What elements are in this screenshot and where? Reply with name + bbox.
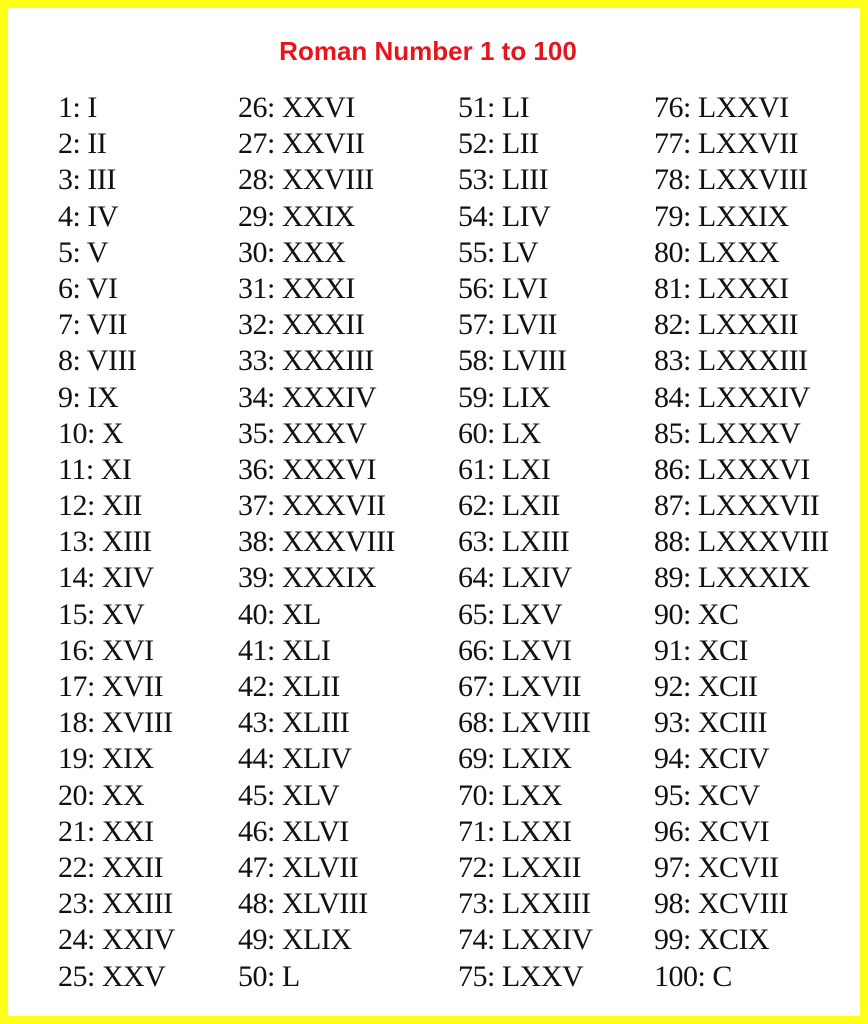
numeral-entry: 56: LVI bbox=[458, 271, 548, 305]
numeral-entry: 54: LIV bbox=[458, 199, 551, 233]
numeral-entry: 3: III bbox=[58, 163, 116, 197]
numeral-entry: 61: LXI bbox=[458, 452, 551, 486]
numeral-entry: 51: LI bbox=[458, 91, 530, 124]
numeral-entry: 10: X bbox=[58, 416, 123, 450]
numeral-entry: 48: XLVIII bbox=[238, 887, 368, 921]
numeral-entry: 91: XCI bbox=[654, 633, 748, 667]
numeral-entry: 67: LXVII bbox=[458, 670, 581, 703]
numeral-entry: 11: XI bbox=[58, 452, 132, 486]
numeral-entry: 73: LXXIII bbox=[458, 887, 591, 921]
numeral-entry: 52: LII bbox=[458, 127, 539, 161]
numeral-entry: 49: XLIX bbox=[238, 923, 352, 957]
numeral-entry: 4: IV bbox=[58, 199, 118, 233]
numeral-entry: 42: XLII bbox=[238, 670, 340, 703]
numeral-entry: 27: XXVII bbox=[238, 127, 365, 161]
numeral-entry: 78: LXXVIII bbox=[654, 163, 808, 197]
numeral-entry: 75: LXXV bbox=[458, 959, 584, 993]
numeral-column-51-75 bbox=[458, 90, 593, 995]
numeral-entry: 68: LXVIII bbox=[458, 706, 591, 740]
numeral-entry: 20: XX bbox=[58, 778, 145, 812]
numeral-entry: 96: XCVI bbox=[654, 814, 770, 848]
numeral-entry: 82: LXXXII bbox=[654, 308, 799, 342]
numeral-entry: 31: XXXI bbox=[238, 271, 355, 305]
page-title: Roman Number 1 to 100 bbox=[279, 36, 577, 66]
numeral-entry: 95: XCV bbox=[654, 778, 760, 812]
numeral-entry: 38: XXXVIII bbox=[238, 525, 395, 559]
numeral-entry: 80: LXXX bbox=[654, 235, 780, 269]
numeral-entry: 17: XVII bbox=[58, 670, 164, 703]
numeral-entry: 99: XCIX bbox=[654, 923, 770, 957]
numeral-entry: 59: LIX bbox=[458, 380, 551, 414]
numeral-entry: 70: LXX bbox=[458, 778, 562, 812]
numeral-entry: 16: XVI bbox=[58, 633, 154, 667]
numeral-entry: 15: XV bbox=[58, 597, 145, 631]
numeral-entry: 45: XLV bbox=[238, 778, 340, 812]
numeral-entry: 77: LXXVII bbox=[654, 127, 799, 161]
numeral-entry: 12: XII bbox=[58, 489, 142, 523]
numeral-entry: 89: LXXXIX bbox=[654, 561, 810, 595]
numeral-entry: 74: LXXIV bbox=[458, 923, 593, 957]
numeral-entry: 90: XC bbox=[654, 597, 739, 631]
numeral-entry: 43: XLIII bbox=[238, 706, 350, 740]
numeral-entry: 79: LXXIX bbox=[654, 199, 789, 233]
numeral-entry: 22: XXII bbox=[58, 850, 164, 884]
numeral-column-1-25 bbox=[58, 90, 175, 995]
numeral-entry: 76: LXXVI bbox=[654, 91, 789, 124]
numeral-entry: 19: XIX bbox=[58, 742, 154, 776]
numeral-entry: 18: XVIII bbox=[58, 706, 173, 740]
numeral-entry: 64: LXIV bbox=[458, 561, 572, 595]
numeral-entry: 32: XXXII bbox=[238, 308, 365, 342]
numeral-entry: 26: XXVI bbox=[238, 91, 355, 124]
numeral-entry: 53: LIII bbox=[458, 163, 549, 197]
numeral-entry: 35: XXXV bbox=[238, 416, 367, 450]
numeral-entry: 92: XCII bbox=[654, 670, 758, 703]
numeral-entry: 36: XXXVI bbox=[238, 452, 376, 486]
numeral-entry: 21: XXI bbox=[58, 814, 154, 848]
numeral-entry: 69: LXIX bbox=[458, 742, 572, 776]
numeral-column-26-50 bbox=[238, 90, 395, 995]
numeral-entry: 65: LXV bbox=[458, 597, 562, 631]
numeral-entry: 85: LXXXV bbox=[654, 416, 801, 450]
numeral-entry: 23: XXIII bbox=[58, 887, 173, 921]
numeral-entry: 41: XLI bbox=[238, 633, 331, 667]
numeral-entry: 46: XLVI bbox=[238, 814, 349, 848]
numeral-entry: 57: LVII bbox=[458, 308, 558, 342]
numeral-entry: 30: XXX bbox=[238, 235, 346, 269]
numeral-entry: 100: C bbox=[654, 959, 732, 993]
numeral-entry: 94: XCIV bbox=[654, 742, 770, 776]
numeral-entry: 13: XIII bbox=[58, 525, 152, 559]
numeral-entry: 84: LXXXIV bbox=[654, 380, 810, 414]
numeral-entry: 39: XXXIX bbox=[238, 561, 376, 595]
numeral-entry: 33: XXXIII bbox=[238, 344, 374, 378]
numeral-entry: 6: VI bbox=[58, 271, 118, 305]
numeral-entry: 86: LXXXVI bbox=[654, 452, 810, 486]
numeral-entry: 14: XIV bbox=[58, 561, 154, 595]
numeral-entry: 88: LXXXVIII bbox=[654, 525, 829, 559]
numeral-entry: 5: V bbox=[58, 235, 108, 269]
numeral-entry: 2: II bbox=[58, 127, 107, 161]
numeral-entry: 83: LXXXIII bbox=[654, 344, 808, 378]
numeral-entry: 58: LVIII bbox=[458, 344, 567, 378]
numeral-entry: 8: VIII bbox=[58, 344, 137, 378]
numeral-entry: 72: LXXII bbox=[458, 850, 581, 884]
numeral-entry: 93: XCIII bbox=[654, 706, 767, 740]
numeral-entry: 28: XXVIII bbox=[238, 163, 374, 197]
numeral-entry: 37: XXXVII bbox=[238, 489, 386, 523]
numeral-entry: 47: XLVII bbox=[238, 850, 359, 884]
numeral-entry: 9: IX bbox=[58, 380, 118, 414]
numeral-entry: 50: L bbox=[238, 959, 300, 993]
numeral-column-76-100 bbox=[654, 90, 829, 995]
numeral-entry: 44: XLIV bbox=[238, 742, 352, 776]
numeral-entry: 63: LXIII bbox=[458, 525, 570, 559]
numeral-entry: 29: XXIX bbox=[238, 199, 355, 233]
numeral-entry: 62: LXII bbox=[458, 489, 560, 523]
numeral-entry: 60: LX bbox=[458, 416, 541, 450]
numeral-entry: 98: XCVIII bbox=[654, 887, 789, 921]
numeral-entry: 25: XXV bbox=[58, 959, 166, 993]
numeral-entry: 40: XL bbox=[238, 597, 321, 631]
numeral-entry: 87: LXXXVII bbox=[654, 489, 820, 523]
numeral-entry: 1: I bbox=[58, 91, 97, 124]
numeral-entry: 55: LV bbox=[458, 235, 539, 269]
numeral-entry: 71: LXXI bbox=[458, 814, 572, 848]
numeral-entry: 66: LXVI bbox=[458, 633, 572, 667]
numeral-entry: 24: XXIV bbox=[58, 923, 175, 957]
numeral-entry: 97: XCVII bbox=[654, 850, 779, 884]
numeral-entry: 7: VII bbox=[58, 308, 127, 342]
numeral-entry: 81: LXXXI bbox=[654, 271, 789, 305]
numeral-entry: 34: XXXIV bbox=[238, 380, 376, 414]
